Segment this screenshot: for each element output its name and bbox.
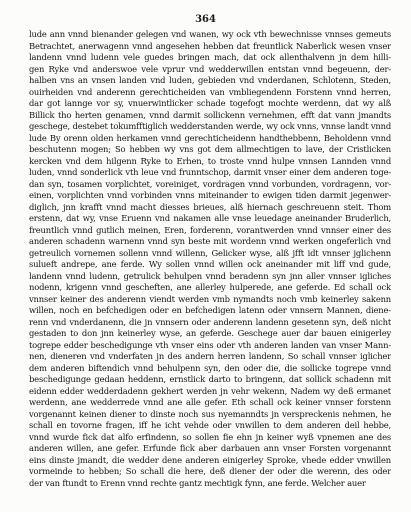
text-line: dar got lannge vor sy, vnuerwintlicker schade togefogt mochte werdenn, dat wy alß (29, 98, 391, 108)
text-line: eidenn edder wedderdadenn gekhert werden jn vehr wekenn, Nadem wy deß ermanet (29, 385, 391, 396)
text-line: vnnd wurde fick dat alfo erfindenn, so sollen fie ehn jn keiner wyß vpnemen ane des (29, 431, 391, 442)
text-line: freuntlich vnnd gutlich meinen, Eren, forderenn, vorantwerden vnnd vnnser einer des (29, 224, 391, 235)
text-line: einen, vorplichten vnnd vorbinden vnns miteinander to ewigen tiden darmit jegenwer- (29, 190, 391, 200)
text-line: lude By orenn olden herkamen vnnd gerechticheidenn handthebbenn, Beholdenn vnnd (29, 132, 391, 143)
text-line: sulueft andrepe, ane ferde. Wy sollen vnnd willen ock aneinander mit liff vnd gude, (29, 259, 391, 269)
text-line: anderen schadenn warnenn vnnd syn beste mit wordenn vnnd werken ongeferlich vnd (29, 236, 391, 246)
text-line: willen, noch en befchedigen oder en befchedigen latenn oder vnnsern Mannen, diene- (29, 305, 391, 315)
text-line: gen Ryke vnd anderswoe vele vprur vnd wedderwillen entstan vnnd begeuenn, der- (29, 63, 391, 74)
text-line: schall en tovorne fragen, iff he icht vehde oder vnwillen to dem anderen deil hebbe, (29, 420, 391, 430)
text-line: luden, vnnd sonderlick vth leue vnd frunntschop, darmit vnser einer dem anderen toge- (29, 167, 391, 177)
text-line: vormeinde to hebben; So schall die here, deß diener der oder die werenn, des oder (29, 466, 391, 476)
text-line: beschutenn mogen; So hebben wy vns got dem allmechtigen to lave, der Cristlicken (29, 144, 391, 154)
text-line: landenn vnnd ludenn, getrulick behulpen vnnd beradenn syn jnn aller vnnser igliches (29, 270, 391, 281)
text-line: geschege, destebet tokumfftiglich wedderstanden werde, wy ock vnns, vnnse landt vnnd (29, 121, 391, 131)
text-line: ouirheiden vnd anderenn gerechticheiden van vmbliegendenn Forstenn vnnd herren, (29, 86, 391, 97)
text-line: togrepe edder beschedigunge vth vnser eins oder vth anderen landen van vnser Mann- (29, 339, 391, 350)
text-line: dem anderen biftendich vnnd behulpenn syn, den oder die, die sollicke togrepe vnnd (29, 362, 391, 373)
text-line: nodenn, krigenn vnnd gescheften, ane allerley hulperede, ane geferde. Ed schall ock (29, 282, 391, 292)
text-line: diglich, jnn krafft vnnd macht diesses brieues, alß hiernach geschreuenn steit. Thom (29, 201, 391, 212)
text-line: vorgenannt keinen diener to dinste noch sus nyemanndts jn verspreckenis nehmen, he (29, 408, 391, 419)
text-line: nen, dieneren vnd vnderfaten jn des andern herren landenn, So schall vnnser iglicher (29, 351, 391, 361)
text-line: werdenn, ane wedderrede vnnd ane alle gefer. Eth schall ock keiner vnnser forstenn (29, 397, 391, 407)
text-line: gestaden to don jnn keinerley wyse, an geferde. Geschege auer dar bauen einigerley (29, 328, 391, 338)
page-number: 364 (195, 14, 216, 25)
text-line: renn vnd vnderdanenn, die jn vnnsern oder anderenn landenn gesetenn syn, deß nicht (29, 316, 391, 327)
text-line: erstenn, dat wy, vnse Eruenn vnd nakamen alle vnse leuedage aneinander Bruderlich, (29, 213, 391, 223)
text-line: halben vns an vnsen landen vnd luden, gebieden vnd vnderdanen, Schlotenn, Steden, (29, 75, 391, 85)
text-line: Billick tho herten genamen, vnnd darmit sollickenn vernehmen, efft dat vann jmandts (29, 109, 391, 120)
text-line: kercken vnd dem hilgenn Ryke to Erhen, to troste vnnd hulpe vnnsen Lannden vnnd (29, 155, 391, 166)
text-line: Betrachtet, anerwagenn vnnd angesehen hebben dat freuntlick Naberlick wesen vnser (29, 40, 391, 51)
text-line: anderen willen, ane gefer. Erfunde fick aber darbauen ann vnser Forsten vorgenannt (29, 443, 391, 453)
text-line: beschedigunge gedaan heddenn, ernstlick darto to bringenn, dat sollick schadenn mit (29, 374, 391, 384)
text-line: vnnser keiner des anderenn viendt werden vmb nymandts noch vmb keinerley sakenn (29, 293, 391, 304)
text-line: dan syn, tosamen vorplichtet, voreiniget, vordragen vnnd vorbunden, vordragenn, vor- (29, 178, 391, 189)
text-line: getreulich vornemen sollenn vnnd willenn, Gelicker wyse, alß jfft idt vnnser jglichenn (29, 247, 391, 258)
text-line: eins dinste jmandt, die wedder dene anderen einigerley Sproke, vhede edder vnwillen (29, 454, 391, 465)
body-text (29, 29, 391, 489)
text-line: landenn vnnd ludenn vele guedes bringen mach, dat ock allenthalvenn jn dem hilli- (29, 52, 391, 62)
text-line: lude ann vnnd bienander gelegen vnd wanen, wy ock vth bewechnisse vnnses gemeuts (29, 29, 391, 39)
text-line: der van ftundt to Erenn vnnd rechte gantz mechtigk fynn, ane ferde. Welcher auer (29, 477, 366, 488)
